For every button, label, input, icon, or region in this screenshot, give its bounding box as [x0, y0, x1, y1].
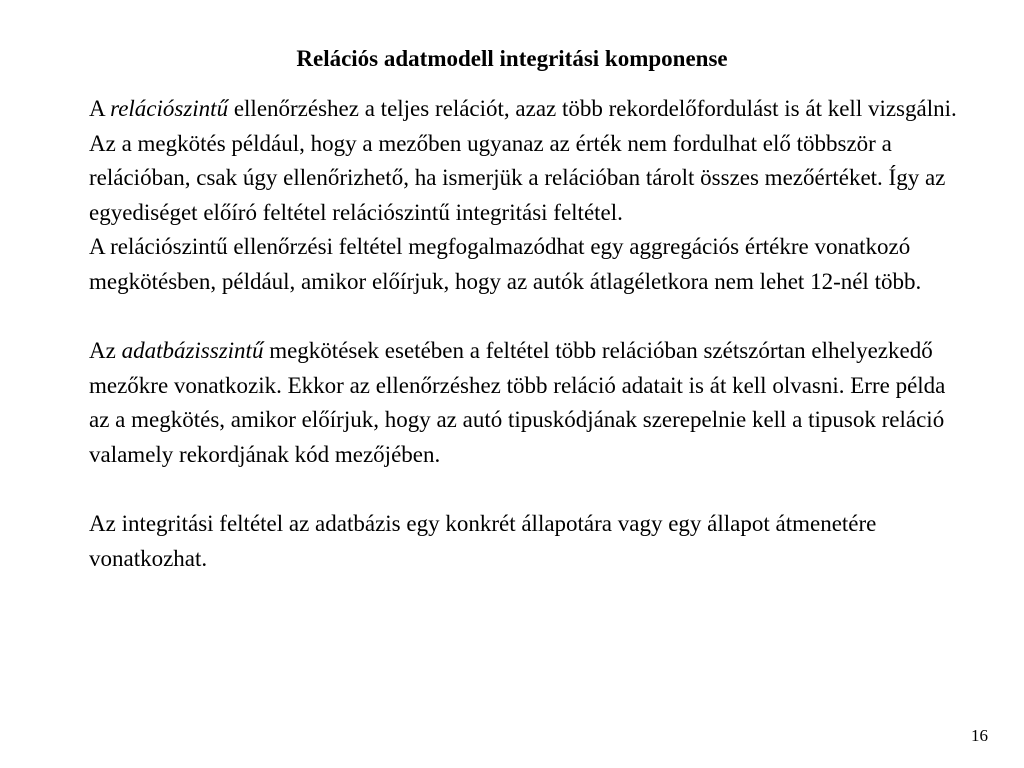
slide-body: [89, 92, 964, 576]
paragraph-database-level: [89, 334, 964, 472]
slide-title: Relációs adatmodell integritási komponense: [296, 46, 728, 71]
page-number: 16: [971, 726, 988, 745]
paragraph-relation-level-start: A: [89, 96, 111, 121]
paragraph-database-level-start: Az: [89, 338, 122, 364]
paragraph-relation-level: [89, 92, 964, 230]
paragraph-spacer: [89, 300, 964, 335]
paragraph-spacer: [89, 473, 964, 508]
paragraph-state-transition: Az integritási feltétel az adatbázis egy konkrét állapotára vagy egy állapot átmenetére vonatkozhat.: [89, 511, 877, 571]
term-relation-level: relációszintű: [110, 96, 229, 121]
paragraph-database-level-text: megkötések esetében a feltétel több relációban szétszórtan elhelyezkedő mezőkre vonatkozik. Ekkor az ellenőrzéshez több reláció adatait is át kell olvasni. Erre példa az a megkötés, amikor előírjuk, hogy az autó tipuskódjának szerepelnie kell a tipusok reláció valamely rekordjának kód mezőjében.: [89, 338, 946, 467]
paragraph-relation-level-text: ellenőrzéshez a teljes relációt, azaz több rekordelőfordulást is át kell vizsgálni. Az a megkötés például, hogy a mezőben ugyanaz az érték nem fordulhat elő többször a relációban, csak úgy ellenőrizhető, ha ismerjük a relációban tárolt összes mezőértéket. Így az egyediséget előíró feltétel relációszintű integritási feltétel.: [89, 96, 957, 225]
paragraph-aggregate-constraint: A relációszintű ellenőrzési feltétel megfogalmazódhat egy aggregációs értékre vonatkozó megkötésben, például, amikor előírjuk, hogy az autók átlagéletkora nem lehet 12-nél több.: [89, 234, 922, 294]
term-database-level: adatbázisszintű: [121, 338, 264, 364]
